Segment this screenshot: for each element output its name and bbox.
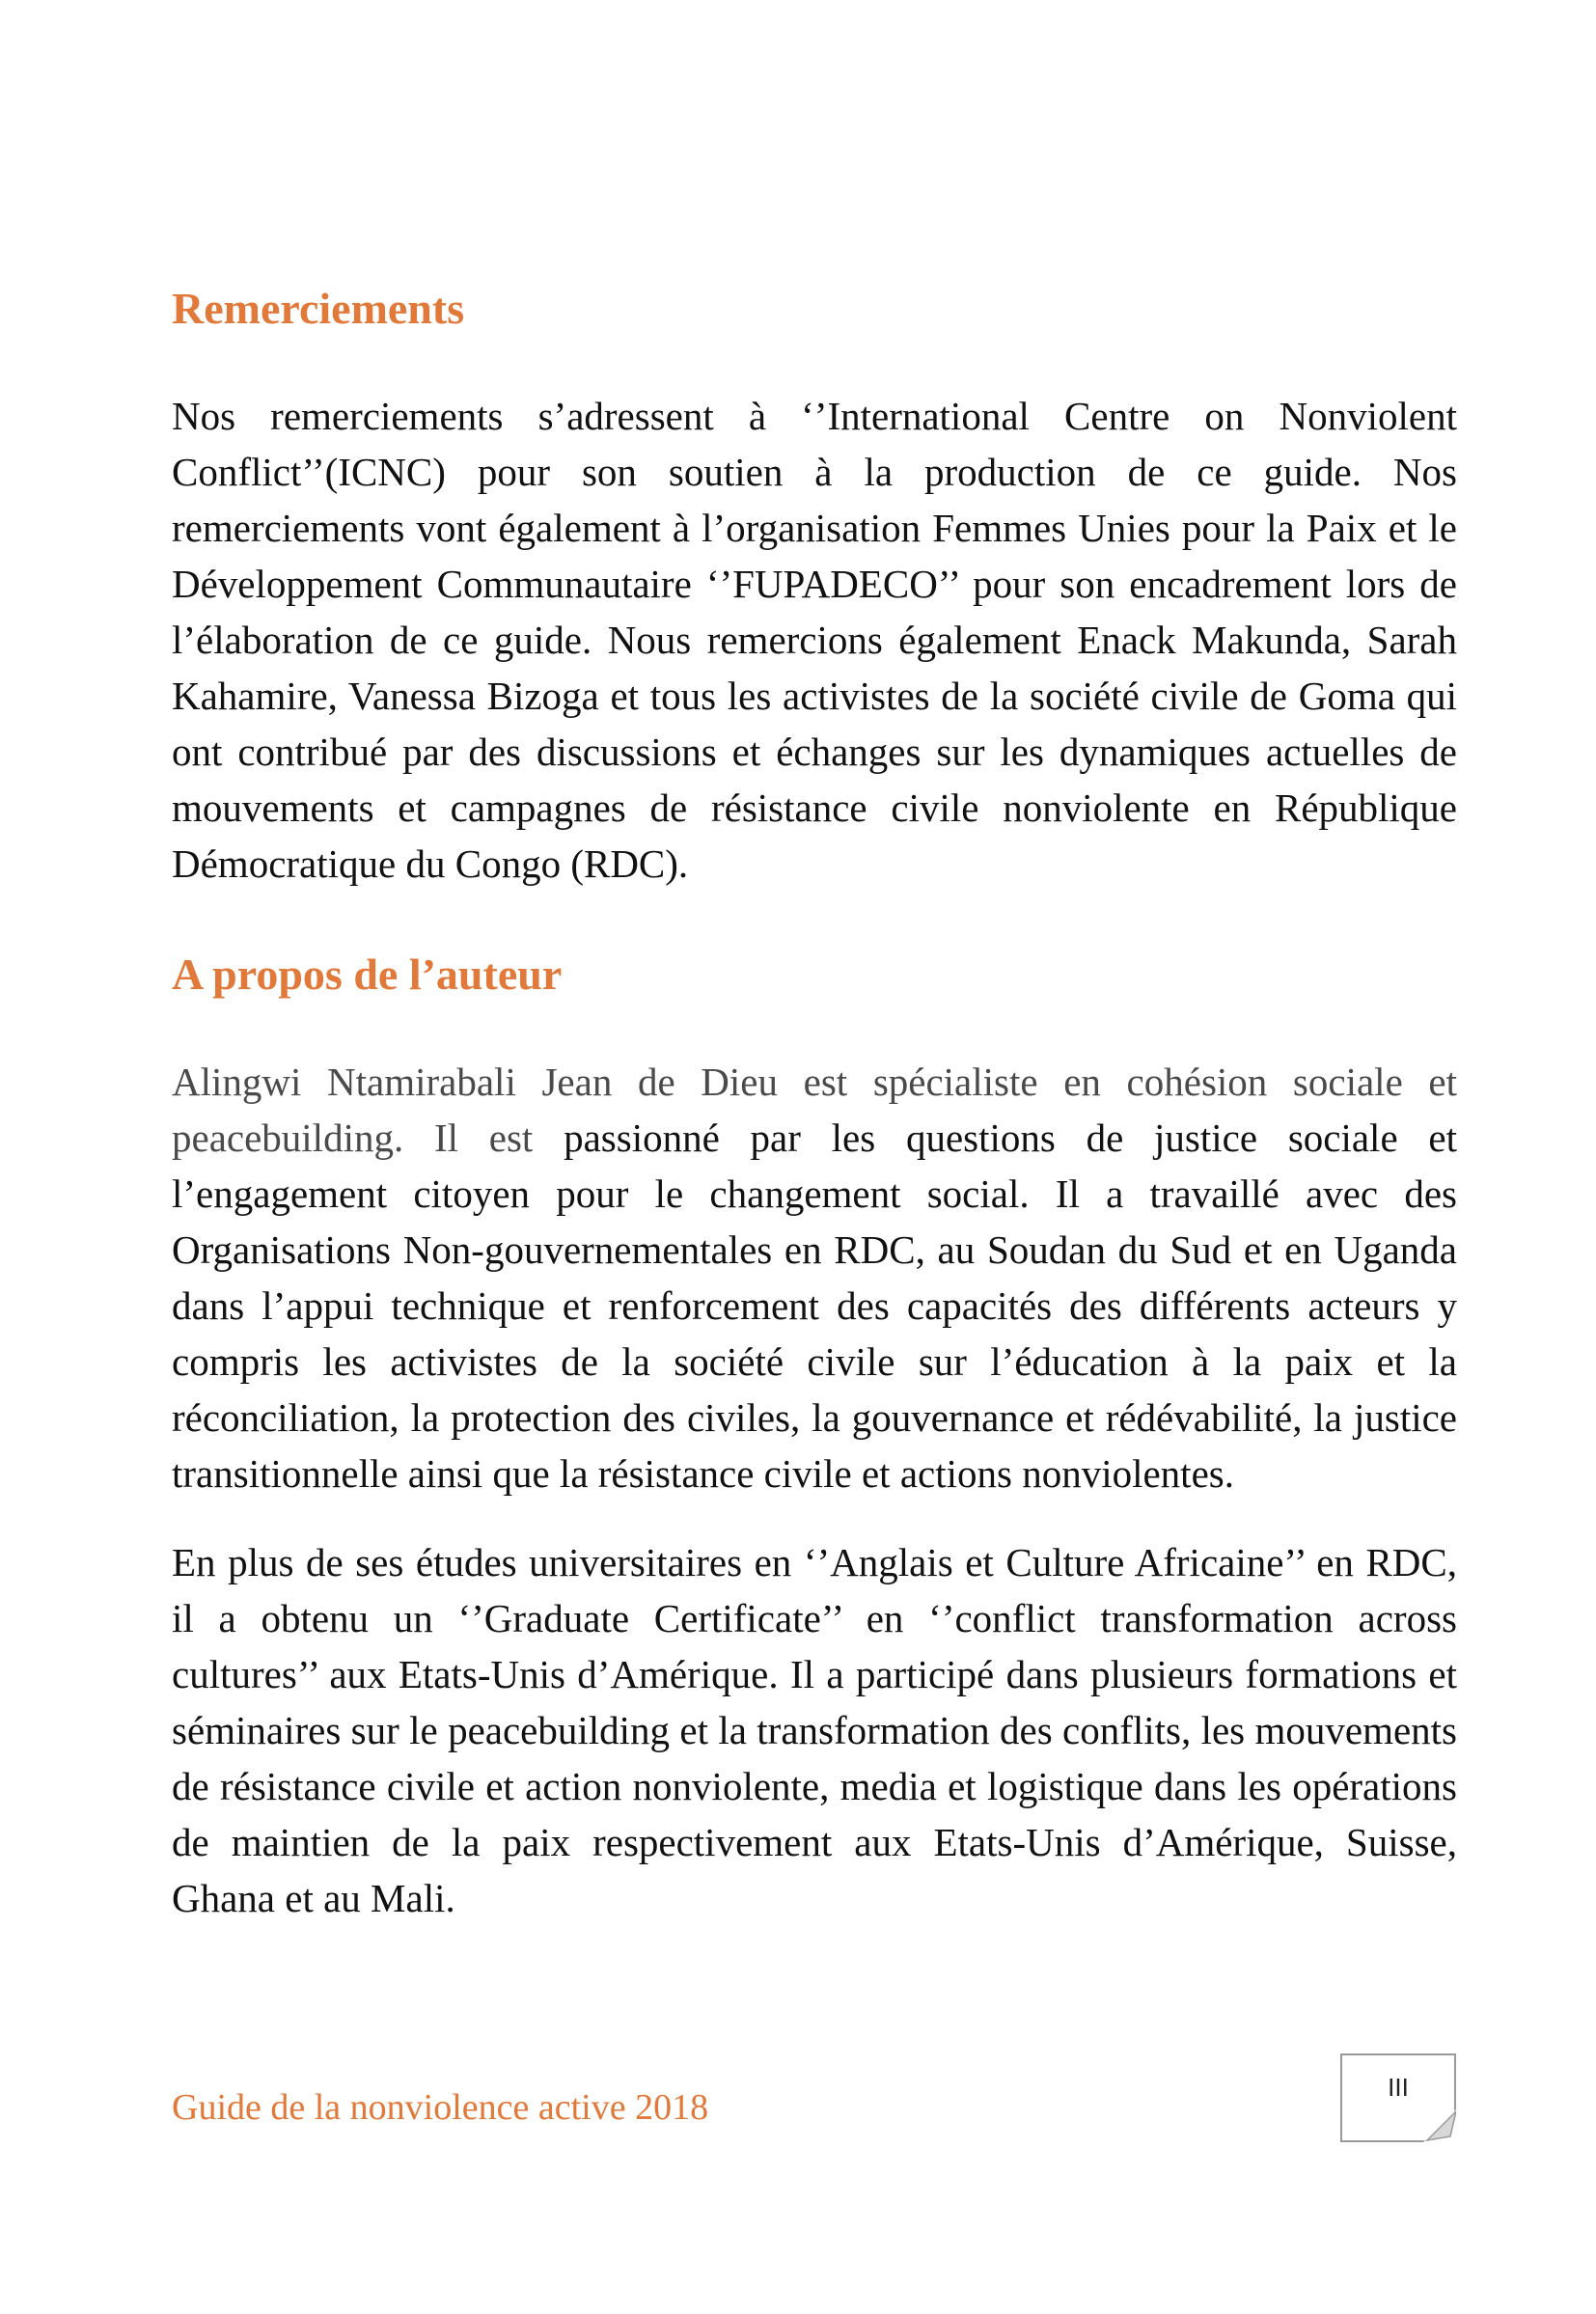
page-curl-note-icon [1423,2109,1456,2142]
page-number: III [1388,2073,1409,2102]
section-title-remerciements: Remerciements [172,284,465,333]
page-number-box [1340,2053,1456,2142]
page-content [172,280,1457,1926]
paragraph-remerciements: Nos remerciements s’adressent à ‘’International Centre on Nonviolent Conflict’’(ICNC) pour son soutien à la production de ce guide. Nos remerciements vont également à l’organisation Femmes Unies pour la Paix et le Développement Communautaire ‘’FUPADECO’’ pour son encadrement lors de l’élaboration de ce guide. Nous remercions également Enack Makunda, Sarah Kahamire, Vanessa Bizoga et tous les activistes de la société civile de Goma qui ont contribué par des discussions et échanges sur les dynamiques actuelles de mouvements et campagnes de résistance civile nonviolente en République Démocratique du Congo (RDC). [172,394,1457,886]
paragraph-auteur-1-intro: Alingwi Ntamirabali Jean de Dieu est spécialiste en cohésion sociale et peacebuilding. Il est [172,1060,1457,1160]
paragraph-auteur-1 [172,1054,1457,1501]
section-title-auteur: A propos de l’auteur [172,950,563,999]
paragraph-auteur-1-rest: passionné par les questions de justice sociale et l’engagement citoyen pour le changement social. Il a travaillé avec des Organisations Non-gouvernementales en RDC, au Soudan du Sud et en Uganda dans l’appui technique et renforcement des capacités des différents acteurs y compris les activistes de la société civile sur l’éducation à la paix et la réconciliation, la protection des civiles, la gouvernance et rédévabilité, la justice transitionnelle ainsi que la résistance civile et actions nonviolentes. [172,1116,1457,1496]
footer-title: Guide de la nonviolence active 2018 [172,2087,709,2128]
paragraph-auteur-2: En plus de ses études universitaires en ‘’Anglais et Culture Africaine’’ en RDC, il a obtenu un ‘’Graduate Certificate’’ en ‘’conflict transformation across cultures’’ aux Etats-Unis d’Amérique. Il a participé dans plusieurs formations et séminaires sur le peacebuilding et la transformation des conflits, les mouvements de résistance civile et action nonviolente, media et logistique dans les opérations de maintien de la paix respectivement aux Etats-Unis d’Amérique, Suisse, Ghana et au Mali. [172,1540,1457,1920]
